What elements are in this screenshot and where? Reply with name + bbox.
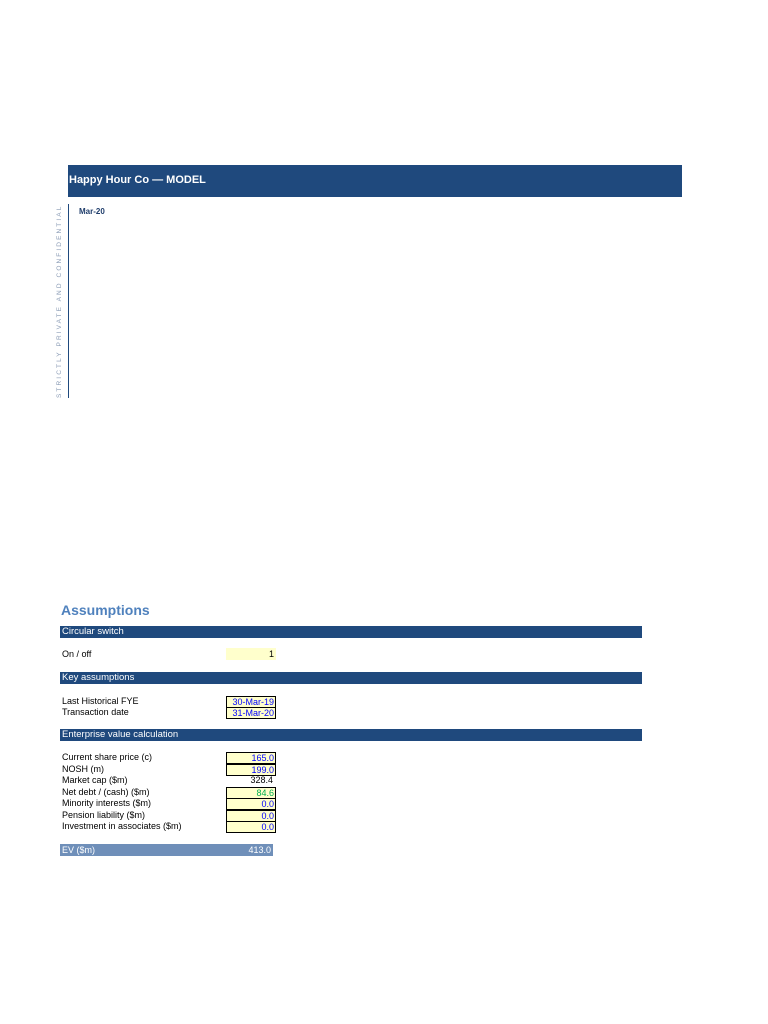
last-fye-label: Last Historical FYE bbox=[62, 696, 139, 706]
nosh-input[interactable]: 199.0 bbox=[226, 764, 276, 776]
key-assumptions-section-bar bbox=[60, 672, 642, 684]
market-cap-value: 328.4 bbox=[250, 775, 273, 785]
transaction-date-label: Transaction date bbox=[62, 707, 129, 717]
net-debt-input[interactable]: 84.6 bbox=[226, 787, 276, 799]
share-price-label: Current share price (c) bbox=[62, 752, 153, 762]
transaction-date-input[interactable]: 31-Mar-20 bbox=[226, 707, 276, 719]
key-assumptions-section-label: Key assumptions bbox=[62, 672, 135, 683]
model-date: Mar-20 bbox=[79, 207, 105, 216]
model-title: Happy Hour Co — MODEL bbox=[69, 174, 206, 186]
ev-total-value: 413.0 bbox=[248, 845, 271, 855]
assumptions-heading: Assumptions bbox=[61, 602, 150, 618]
investment-associates-input[interactable]: 0.0 bbox=[226, 821, 276, 833]
minority-interests-input[interactable]: 0.0 bbox=[226, 798, 276, 810]
nosh-label: NOSH (m) bbox=[62, 764, 104, 774]
market-cap-label: Market cap ($m) bbox=[62, 775, 128, 785]
circular-switch-section-bar bbox=[60, 626, 642, 638]
ev-calc-section-label: Enterprise value calculation bbox=[62, 729, 179, 740]
on-off-label: On / off bbox=[62, 649, 92, 659]
share-price-input[interactable]: 165.0 bbox=[226, 752, 276, 764]
investment-associates-label: Investment in associates ($m) bbox=[62, 821, 182, 831]
circular-switch-section-label: Circular switch bbox=[62, 626, 124, 637]
pension-liability-input[interactable]: 0.0 bbox=[226, 810, 276, 822]
pension-liability-label: Pension liability ($m) bbox=[62, 810, 146, 820]
net-debt-label: Net debt / (cash) ($m) bbox=[62, 787, 150, 797]
ev-total-label: EV ($m) bbox=[62, 845, 96, 855]
cover-divider bbox=[68, 204, 69, 398]
confidential-label: STRICTLY PRIVATE AND CONFIDENTIAL bbox=[56, 204, 63, 398]
minority-interests-label: Minority interests ($m) bbox=[62, 798, 152, 808]
last-fye-input[interactable]: 30-Mar-19 bbox=[226, 696, 276, 708]
on-off-input[interactable]: 1 bbox=[226, 648, 276, 660]
